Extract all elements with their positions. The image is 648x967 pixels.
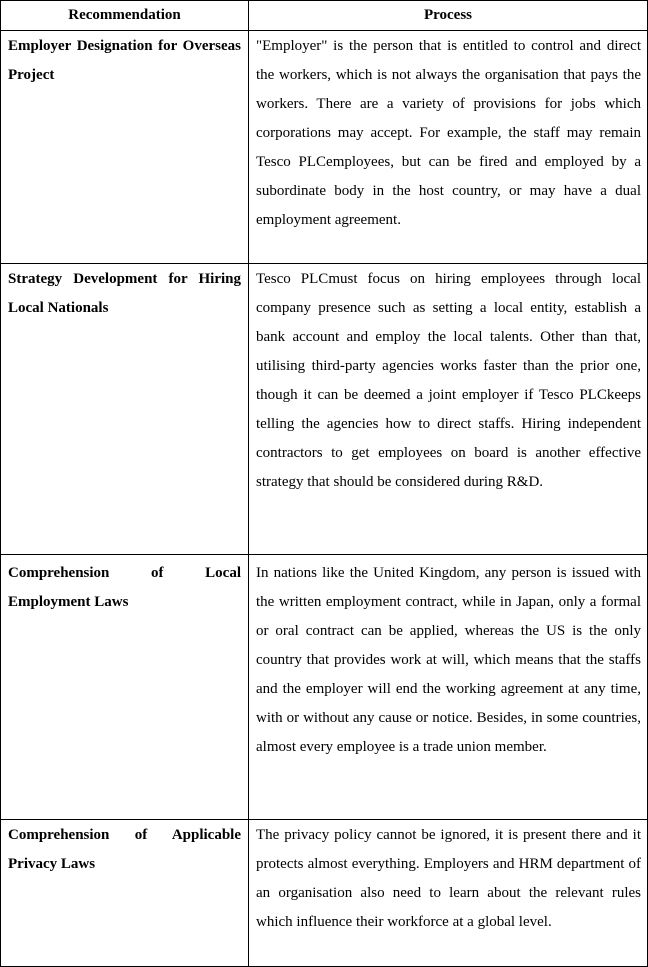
table-row: [1, 820, 648, 967]
table-row: [1, 555, 648, 820]
table-header-row: [1, 1, 648, 31]
recommendation-cell: [1, 555, 249, 820]
recommendation-cell: [1, 820, 249, 967]
process-column-header: Process: [249, 1, 648, 31]
recommendation-text: Comprehension of Local Employment Laws: [8, 565, 241, 610]
process-cell: [249, 31, 648, 264]
process-cell: [249, 555, 648, 820]
recommendation-cell: [1, 31, 249, 264]
process-text: "Employer" is the person that is entitled to control and direct the workers, which is not always the organisation that pays the workers. There are a variety of provisions for jobs which corporations may accept. For example, the staff may remain Tesco PLCemployees, but can be fired and employed by a subordinate body in the host country, or may have a dual employment agreement.: [256, 38, 641, 228]
recommendation-text: Employer Designation for Overseas Project: [8, 38, 241, 83]
process-cell: [249, 264, 648, 555]
process-text: Tesco PLCmust focus on hiring employees through local company presence such as setting a local entity, establish a bank account and employ the local talents. Other than that, utilising third-party agencies works faster than the prior one, though it can be deemed a joint employer if Tesco PLCkeeps telling the agencies how to direct staffs. Hiring independent contractors to get employees on board is another effective strategy that should be considered during R&D.: [256, 271, 641, 490]
process-text: In nations like the United Kingdom, any person is issued with the written employment contract, while in Japan, only a formal or oral contract can be applied, whereas the US is the only country that provides work at will, which means that the staffs and the employer will end the working agreement at any time, with or without any cause or notice. Besides, in some countries, almost every employee is a trade union member.: [256, 565, 641, 755]
process-cell: [249, 820, 648, 967]
recommendation-text: Strategy Development for Hiring Local Nationals: [8, 271, 241, 316]
recommendation-column-header: Recommendation: [1, 1, 249, 31]
process-text: The privacy policy cannot be ignored, it is present there and it protects almost everything. Employers and HRM department of an organisation also need to learn about the relevant rules which influence their workforce at a global level.: [256, 827, 641, 930]
recommendation-text: Comprehension of Applicable Privacy Laws: [8, 827, 241, 872]
table-row: [1, 264, 648, 555]
table-row: [1, 31, 648, 264]
recommendation-cell: [1, 264, 249, 555]
